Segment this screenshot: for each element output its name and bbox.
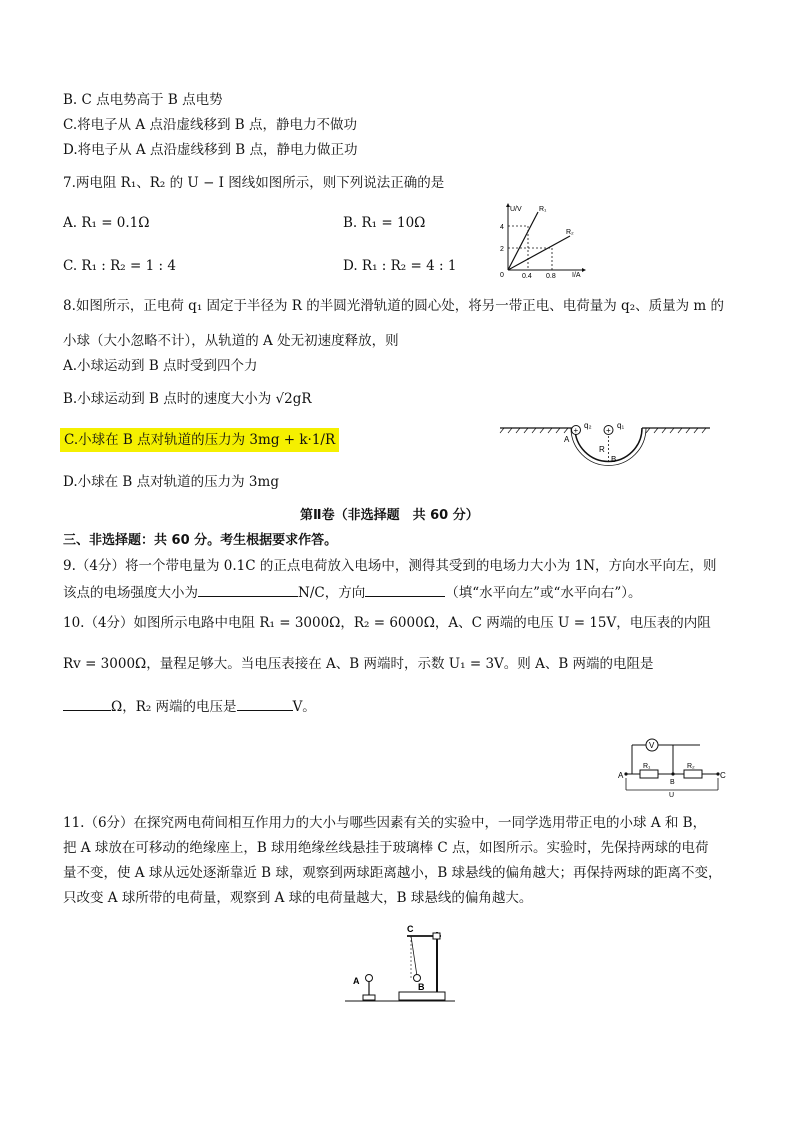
r1-label: R₁	[643, 763, 651, 770]
x-tick-08: 0.8	[546, 273, 556, 280]
q10-line1: 10.（4分）如图所示电路中电阻 R₁ = 3000Ω，R₂ = 6000Ω，A、C 两端的电压 U = 15V，电压表的内阻	[63, 615, 711, 631]
section-title: 第Ⅱ卷（非选择题 共 60 分）	[300, 508, 479, 523]
q9-line1: 9.（4分）将一个带电量为 0.1C 的正点电荷放入电场中，测得其受到的电场力大小为 1N，方向水平向左，则	[63, 558, 717, 574]
q8-option-b: B.小球运动到 B 点时的速度大小为 √2gR	[63, 391, 312, 407]
q9-text-c: （填“水平向左”或“水平向右”）。	[445, 585, 642, 601]
stand-base	[399, 992, 445, 1000]
svg-text:+: +	[606, 426, 611, 435]
q8-option-a: A.小球运动到 B 点时受到四个力	[63, 358, 258, 374]
q11-line2: 把 A 球放在可移动的绝缘座上，B 球用绝缘丝线悬挂于玻璃棒 C 点，如图所示。实验时，先保持两球的电荷	[63, 840, 709, 856]
node-b-label: B	[670, 779, 675, 786]
voltage-u-label: U	[669, 792, 675, 799]
q9-blank-direction[interactable]	[365, 582, 445, 597]
node-c-label: C	[720, 771, 726, 780]
q9-text-b: N/C，方向	[298, 585, 366, 601]
q9-text-a: 该点的电场强度大小为	[63, 585, 198, 601]
q8-stem-line2: 小球（大小忽略不计），从轨道的 A 处无初速度释放，则	[63, 333, 399, 349]
q6-option-c: C.将电子从 A 点沿虚线移到 B 点，静电力不做功	[63, 117, 357, 133]
q7-ui-graph	[490, 200, 590, 280]
point-a-label: A	[564, 435, 570, 444]
silk-thread	[411, 936, 417, 976]
r2-label: R₂	[687, 763, 695, 770]
q7-option-a: A. R₁ = 0.1Ω	[63, 215, 150, 231]
q9-line2	[63, 582, 642, 602]
q10-text-b: V。	[292, 699, 316, 715]
q10-circuit-figure	[618, 734, 728, 800]
x-axis-label: I/A	[572, 272, 581, 279]
q11-line4: 只改变 A 球所带的电荷量，观察到 A 球的电荷量越大，B 球悬线的偏角越大。	[63, 890, 533, 906]
y-tick-4: 4	[500, 224, 504, 231]
resistor-r2	[684, 770, 702, 778]
ball-b-label: B	[418, 982, 425, 992]
radius-label: R	[599, 445, 605, 454]
node-a-label: A	[618, 771, 624, 780]
ball-a	[366, 975, 373, 982]
q6-option-b: B. C 点电势高于 B 点电势	[63, 92, 223, 108]
q1-label: q₁	[617, 421, 625, 430]
q8-stem-line1: 8.如图所示，正电荷 q₁ 固定于半径为 R 的半圆光滑轨道的圆心处，将另一带正电、电荷量为 q₂、质量为 m 的	[63, 298, 724, 314]
resistor-r1	[640, 770, 658, 778]
q10-line3	[63, 696, 316, 716]
q8-option-c-highlighted: C.小球在 B 点对轨道的压力为 3mg + k·1/R	[60, 428, 339, 452]
q8-track-figure	[500, 418, 710, 482]
q7-option-d: D. R₁ : R₂ = 4 : 1	[343, 258, 457, 274]
r2-label: R₂	[566, 229, 574, 236]
origin-label: 0	[500, 272, 504, 279]
q2-label: q₂	[584, 421, 592, 430]
q10-blank-resistance[interactable]	[63, 696, 111, 711]
q11-line3: 量不变，使 A 球从远处逐渐靠近 B 球，观察到两球距离越小，B 球悬线的偏角越大；再保持两球的距离不变，	[63, 865, 722, 881]
ball-b	[414, 975, 421, 982]
q6-option-d: D.将电子从 A 点沿虚线移到 B 点，静电力做正功	[63, 142, 358, 158]
q11-apparatus-figure	[345, 922, 455, 1004]
q9-blank-magnitude[interactable]	[198, 582, 298, 597]
q10-text-a: Ω，R₂ 两端的电压是	[111, 699, 237, 715]
q7-option-b: B. R₁ = 10Ω	[343, 215, 426, 231]
point-b-label: B	[611, 455, 617, 464]
q10-blank-voltage[interactable]	[237, 696, 293, 711]
section-subtitle: 三、非选择题：共 60 分。考生根据要求作答。	[63, 533, 338, 548]
q8-option-d: D.小球在 B 点对轨道的压力为 3mg	[63, 474, 279, 490]
q10-line2: Rv = 3000Ω，量程足够大。当电压表接在 A、B 两端时，示数 U₁ = 3V。则 A、B 两端的电阻是	[63, 656, 654, 672]
svg-text:+: +	[573, 426, 579, 435]
x-tick-04: 0.4	[522, 273, 532, 280]
voltmeter-label: V	[649, 741, 655, 750]
q11-line1: 11.（6分）在探究两电荷间相互作用力的大小与哪些因素有关的实验中，一同学选用带正电的小球 A 和 B，	[63, 815, 707, 831]
y-axis-label: U/V	[510, 206, 522, 213]
point-c-label: C	[407, 924, 414, 934]
y-tick-2: 2	[500, 246, 504, 253]
r1-label: R₁	[539, 206, 547, 213]
q7-stem: 7.两电阻 R₁、R₂ 的 U − I 图线如图所示，则下列说法正确的是	[63, 175, 445, 191]
q7-option-c: C. R₁ : R₂ = 1 : 4	[63, 258, 176, 274]
ball-a-label: A	[353, 976, 360, 986]
